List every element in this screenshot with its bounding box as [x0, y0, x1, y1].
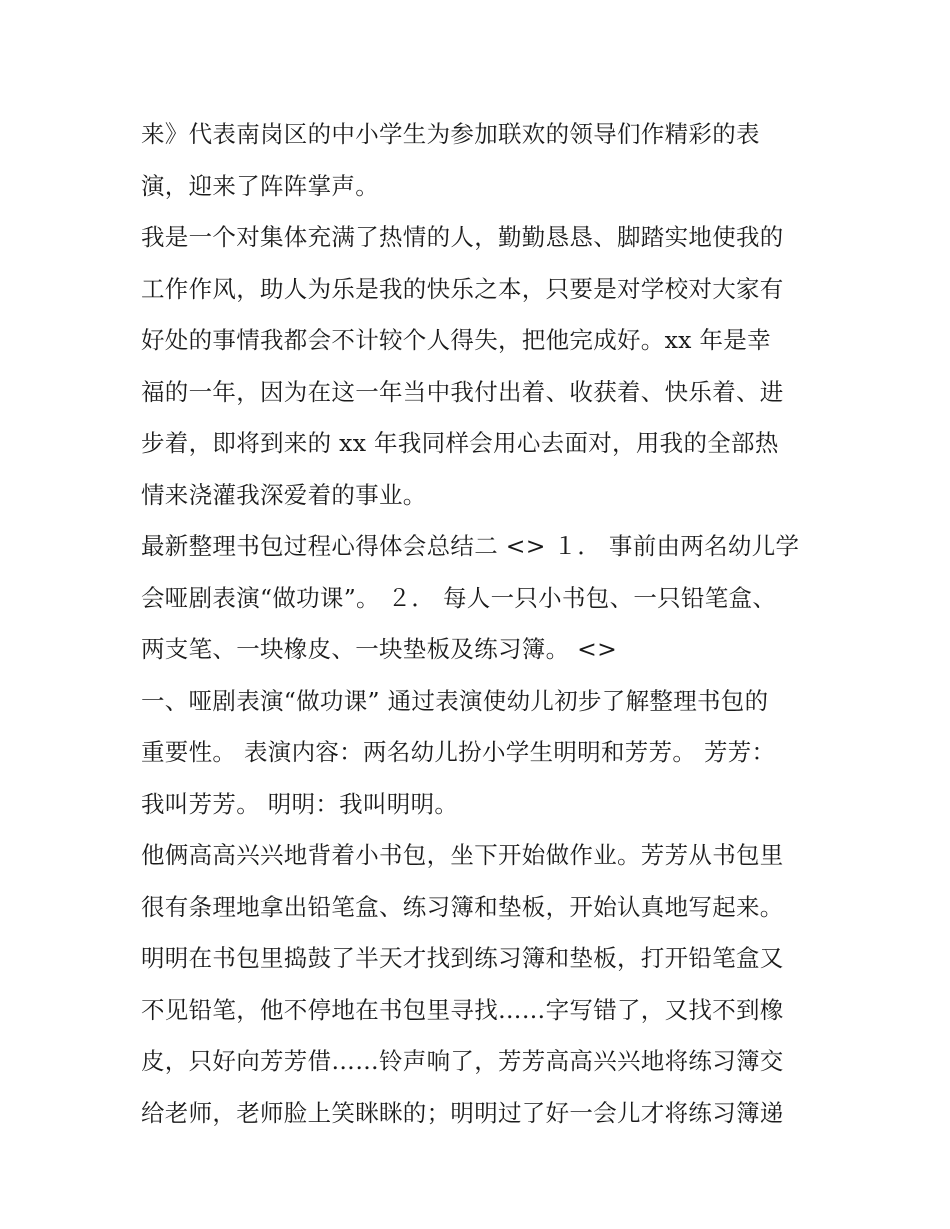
text-line: 演，迎来了阵阵掌声。 [141, 171, 379, 200]
text-line: 最新整理书包过程心得体会总结二 <> １． 事前由两名幼儿学 [141, 532, 800, 560]
text-line: 明明在书包里捣鼓了半天才找到练习簿和垫板，打开铅笔盒又 [141, 944, 784, 972]
text-line: 重要性。 表演内容：两名幼儿扮小学生明明和芳芳。 芳芳： [141, 738, 776, 766]
text-line: 他俩高高兴兴地背着小书包，坐下开始做作业。芳芳从书包里 [141, 841, 784, 869]
text-line: 工作作风，助人为乐是我的快乐之本，只要是对学校对大家有 [141, 274, 784, 303]
text-line: 两支笔、一块橡皮、一块垫板及练习簿。 <> [141, 635, 618, 663]
text-line: 福的一年，因为在这一年当中我付出着、收获着、快乐着、进 [141, 377, 784, 406]
text-line: 我叫芳芳。 明明：我叫明明。 [141, 789, 459, 818]
text-line: 情来浇灌我深爱着的事业。 [141, 480, 427, 509]
text-line: 我是一个对集体充满了热情的人，勤勤恳恳、脚踏实地使我的 [141, 223, 784, 251]
text-line: 很有条理地拿出铅笔盒、练习簿和垫板，开始认真地写起来。 [141, 892, 784, 921]
text-line: 给老师，老师脸上笑眯眯的；明明过了好一会儿才将练习簿递 [141, 1098, 784, 1127]
text-line: 步着，即将到来的 xx 年我同样会用心去面对，用我的全部热 [141, 429, 779, 457]
text-line: 会哑剧表演“做功课”。 ２． 每人一只小书包、一只铅笔盒、 [141, 583, 777, 612]
text-line: 来》代表南岗区的中小学生为参加联欢的领导们作精彩的表 [141, 120, 760, 148]
text-line: 皮，只好向芳芳借……铃声响了，芳芳高高兴兴地将练习簿交 [141, 1047, 784, 1075]
text-line: 不见铅笔，他不停地在书包里寻找……字写错了，又找不到橡 [141, 995, 784, 1024]
text-line: 一、哑剧表演“做功课” 通过表演使幼儿初步了解整理书包的 [141, 686, 769, 715]
body-text [141, 109, 821, 1139]
text-line: 好处的事情我都会不计较个人得失，把他完成好。xx 年是幸 [141, 326, 771, 354]
